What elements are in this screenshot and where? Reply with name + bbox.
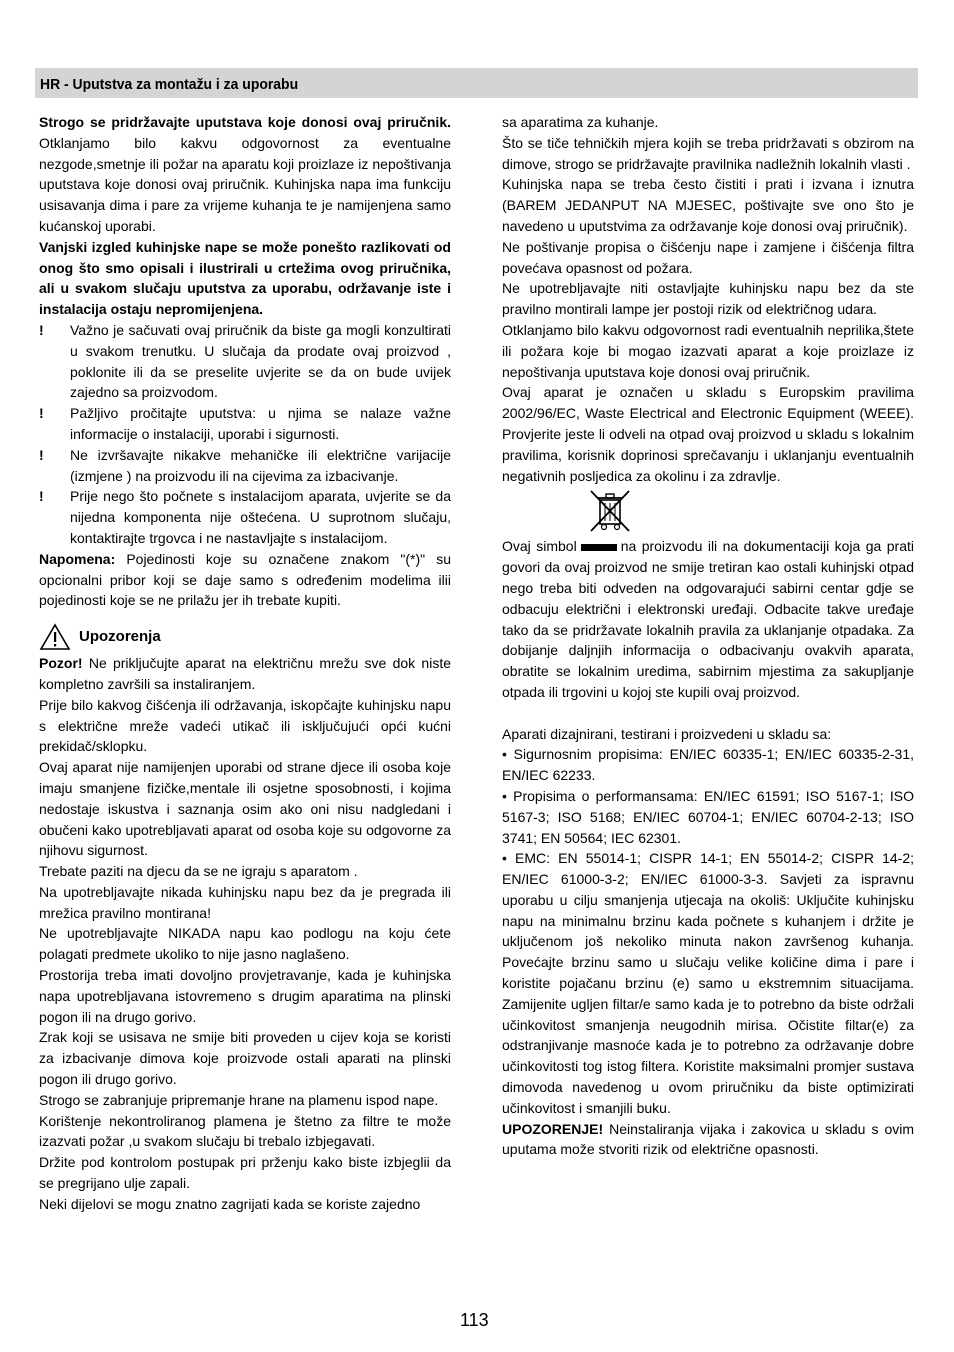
standards-item: • Propisima o performansama: EN/IEC 61591; ISO 5167-1; ISO 5167-3; ISO 5168; EN/IEC 60704-1; EN/IEC 60704-2-13; ISO 3741; EN 50564; IEC 62301. [502, 787, 914, 846]
weee-symbol-block [502, 488, 914, 536]
warning-paragraph: Na upotrebljavajte nikada kuhinjsku napu bez da je pregrada ili mrežica pravilno montirana! [39, 883, 451, 921]
info-paragraph: Što se tiče tehničkih mjera kojih se treba pridržavati s obzirom na dimove, strogo se pridržavajte pravilnika nadležnih lokalnih vlasti . [502, 134, 914, 172]
exclamation-icon: ! [39, 488, 44, 505]
pozor-paragraph [39, 653, 451, 695]
exclamation-icon: ! [39, 446, 44, 463]
intro-text: Otklanjamo bilo kakvu odgovornost za eventualne nezgode,smetnje ili požar na aparatu koji proizlaze iz nepoštivanja uputstava koje donosi ovaj priručnik. Kuhinjska napa ima funkciju usisavanja dima i pare za vrijeme kuhanja te je namijenjena samo kućanskoj uporabi. [39, 134, 451, 234]
warning-triangle-icon [39, 623, 71, 651]
warning-paragraph: Držite pod kontrolom postupak pri prženju kako biste izbjeglii da se pregrijano ulje zapali. [39, 1154, 451, 1192]
note-paragraph [39, 549, 451, 611]
black-bar-symbol-icon [581, 544, 617, 551]
info-paragraph: Kuhinjska napa se treba često čistiti i prati i izvana i iznutra (BAREM JEDANPUT NA MJESEC, poštivajte sve ono što je navedeno u uputstvima za održavanje koje donosi ovaj priručnik). [502, 176, 914, 234]
appearance-note: Vanjski izgled kuhinjske nape se može ponešto razlikovati od onog što smo opisali i ilustrirali u crtežima ovog priručnika, ali u svakom slučaju uputstva za uporabu, održavanje iste i instalacija ostaju nepromijenjena. [39, 238, 451, 318]
bullet-item [39, 403, 451, 445]
page-number: 113 [460, 1310, 489, 1330]
info-paragraph: sa aparatima za kuhanje. [502, 114, 659, 130]
bullet-item [39, 445, 451, 487]
pozor-text: Ne priključujte aparat na električnu mrežu sve dok niste kompletno završili sa instaliranjem. [39, 655, 451, 692]
bullet-text: Prije nego što počnete s instalacijom aparata, uvjerite se da nijedna komponenta nije oštećena. U suprotnom slučaju, kontaktirajte trgovca i ne nastavljajte s instalacijom. [70, 488, 451, 546]
final-warning-text: Neinstaliranja vijaka i zakovica u skladu s ovim uputama može stvoriti rizik od električne opasnosti. [502, 1120, 914, 1158]
warning-paragraph: Ne upotrebljavajte NIKADA napu kao podlogu na koju ćete polagati predmete ukoliko to nije jasno naglašeno. [39, 925, 451, 963]
symbol-text-before: Ovaj simbol [502, 538, 577, 555]
symbol-paragraph [502, 536, 914, 702]
final-warning-label: UPOZORENJE! [502, 1120, 604, 1137]
spacer [502, 703, 914, 724]
bullet-item [39, 486, 451, 548]
warning-paragraph: Prije bilo kakvog čišćenja ili održavanja, iskopčajte kuhinjsku napu s električne mreže vadeći utikač ili isključujući opći kućni prekidač/sklopku. [39, 696, 451, 755]
weee-paragraph: Ovaj aparat je označen u skladu s Europskim pravilima 2002/96/EC, Waste Electrical and Electronic Equipment (WEEE). Provjerite jeste li odveli na otpad ovaj proizvod u skladu s lokalnim pravilima, korisnik doprinosi sprečavanju i uklanjanju eventualnih negativnih posljedica za okolinu i za zdravlje. [502, 384, 914, 484]
exclamation-icon: ! [39, 405, 44, 422]
crossed-out-bin-icon [587, 488, 633, 534]
info-paragraph: Ne upotrebljavajte niti ostavljajte kuhinjsku napu bez da ste pravilno montirali lampe jer postoji rizik od električnog udara. [502, 280, 914, 318]
warnings-heading [39, 621, 451, 653]
bullet-text: Pažljivo pročitajte uputstva: u njima se nalaze važne informacije o instalaciji, uporabi i sigurnosti. [70, 405, 451, 442]
section-header-bar [35, 68, 918, 98]
info-paragraph: Otklanjamo bilo kakvu odgovornost radi eventualnih neprilika,štete ili požara koje bi mogao izazvati aparat a koje proizlaze iz nepoštivanja uputstava koje donosi ovaj priručnik. [502, 321, 914, 380]
warning-paragraph: Neki dijelovi se mogu znatno zagrijati kada se koriste zajedno [39, 1195, 421, 1212]
intro-bold: Strogo se pridržavajte uputstava koje donosi ovaj priručnik. [39, 114, 451, 130]
bullet-item [39, 320, 451, 403]
warning-paragraph: Trebate paziti na djecu da se ne igraju s aparatom . [39, 863, 358, 880]
warnings-title: Upozorenja [79, 627, 161, 645]
final-warning-paragraph [502, 1119, 914, 1161]
right-column [502, 112, 914, 1160]
symbol-text-after: na proizvodu ili na dokumentaciji koja ga prati govori da ovaj proizvod ne smije tretiran kao ostali kuhinjski otpad nego treba biti odveden na odgovarajući sabirni centar gdje se odbacuju električni i elektronski uređaji. Odbacite takve uređaje tako da se pridržavate lokalnih pravila za uklanjanje otpadaka. Za dobijanje daljnjih informacija o odbacivanju ovakvih aparata, obratite se lokalnim uredima, sabirnim mjestima za sakupljanje otpada ili trgovini u kojoj ste kupili ovaj proizvod. [502, 538, 914, 700]
section-title: HR - Uputstva za montažu i za uporabu [40, 76, 299, 93]
info-paragraph: Ne poštivanje propisa o čišćenju nape i zamjene i čišćenja filtra povećava opasnost od požara. [502, 238, 914, 276]
warning-paragraph: Korištenje nekontroliranog plamena je štetno za filtre te može izazvati požar ,u svakom slučaju bi trebalo izbjegavati. [39, 1112, 451, 1150]
pozor-label: Pozor! [39, 655, 83, 672]
standards-intro: Aparati dizajnirani, testirani i proizvedeni u skladu sa: [502, 725, 832, 742]
warning-paragraph: Zrak koji se usisava ne smije biti proveden u cijev koja se koristi za izbacivanje dimova koje proizvode ostali aparati na plinski pogon ili drugo gorivo. [39, 1029, 451, 1088]
warning-paragraph: Strogo se zabranjuje pripremanje hrane na plamenu ispod nape. [39, 1091, 439, 1108]
bullet-text: Važno je sačuvati ovaj priručnik da biste ga mogli konzultirati u svakom trenutku. U slučaja da prodate ovaj proizvod , poklonite ili da se preselite uvjerite se da on bude uvijek zajedno sa proizvodom. [70, 321, 451, 401]
note-label: Napomena: [39, 550, 116, 567]
note-text: Pojedinosti koje su označene znakom "(*)" su opcionalni pribor koji se daje samo s određenim modelima ilii pojedinosti koje se ne prilažu jer ih trebate kupiti. [39, 550, 451, 609]
standards-item: • EMC: EN 55014-1; CISPR 14-1; EN 55014-2; CISPR 14-2; EN/IEC 61000-3-2; EN/IEC 61000-3-3. Savjeti za ispravnu uporabu u cilju smanjenja utjecaja na okoliš: Uključite kuhinjsku napu na minimalnu brzinu kada počnete s kuhanjem i držite je uključenom još nekoliko minuta nakon završenog kuhanja. Povećajte brzinu samo u slučaju velike količine dima i pare i koristite pojačanu brzinu (e) samo u ekstremnim situacijama. Zamijenite ugljen filtar/e samo kada je to potrebno da biste održali učinkovitost smanjenja neugodnih mirisa. Očistite filtar(e) za odstranjivanje masnoće kada je to potrebno za održavanje dobre učinkovitosti tog istog filtera. Koristite maksimalni promjer sustava dimovoda navedenog u ovom priručniku da biste optimizirati učinkovitost i smanjili buku. [502, 850, 914, 1116]
intro-paragraph [39, 112, 451, 237]
exclamation-icon: ! [39, 321, 44, 338]
left-column [39, 112, 451, 1215]
warning-paragraph: Ovaj aparat nije namijenjen uporabi od strane djece ili osoba koje imaju smanjene fizičke,mentale ili osjetne sposobnosti, i kojima nedostaje iskustva i saznanja osim ako oni nisu nadgledani i obučeni kako upotrebljavati aparat od osoba koje su odgovorne za njihovu sigurnost. [39, 759, 451, 859]
warning-paragraph: Prostorija treba imati dovoljno provjetravanje, kada je kuhinjska napa upotrebljavana istovremeno s drugim aparatima na plinski pogon ili na drugo gorivo. [39, 967, 451, 1025]
bullet-text: Ne izvršavajte nikakve mehaničke ili električne varijacije (izmjene ) na proizvodu ili na cijevima za izbacivanje. [70, 446, 451, 484]
standards-item: • Sigurnosnim propisima: EN/IEC 60335-1; EN/IEC 60335-2-31, EN/IEC 62233. [502, 746, 914, 784]
